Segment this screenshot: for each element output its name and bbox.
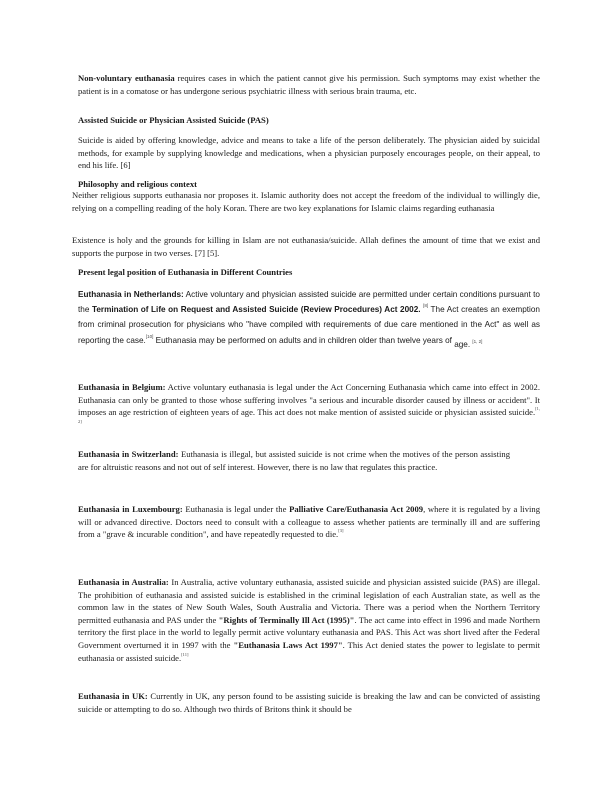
uk-label: Euthanasia in UK: [78, 691, 148, 701]
luxembourg-text-1: Euthanasia is legal under the [182, 504, 290, 514]
australia-text-3: . This Act denied states the power to legislate to permit euthanasia or assisted suicide. [78, 639, 540, 663]
philosophy-paragraph: Neither religious supports euthanasia nor proposes it. Islamic authority does not accept the freedom of the individual to willingly die, relying on a compelling reading of the holy Koran. There are two key explanations for Islamic claims regarding euthanasia [72, 190, 540, 213]
luxembourg-paragraph [78, 503, 540, 541]
non-voluntary-text: requires cases in which the patient cannot give his permission. Such symptoms may exist whether the patient is in a comatose or has undergone serious psychiatric illness with serious brain trauma, etc. [78, 73, 540, 96]
philosophy-heading: Philosophy and religious context [78, 179, 197, 189]
australia-act-1: "Rights of Terminally Ill Act (1995)" [218, 614, 355, 625]
netherlands-paragraph [78, 287, 540, 348]
switzerland-text: Euthanasia is illegal, but assisted suicide is not crime when the motives of the person assisting are for altruistic reasons and not out of self interest. However, there is no law that regulates this practice. [78, 449, 510, 472]
philosophy-paragraph-2: Existence is holy and the grounds for killing in Islam are not euthanasia/suicide. Allah defines the amount of time that we exist and supports the purpose in two verses. [7] [5]. [72, 235, 540, 258]
netherlands-text-1: Active voluntary and physician assisted suicide are permitted under certain conditions pursuant to the [78, 290, 540, 315]
luxembourg-ref: [3] [338, 528, 344, 534]
luxembourg-act: Palliative Care/Euthanasia Act 2009 [289, 504, 424, 514]
non-voluntary-term: Non-voluntary euthanasia [78, 73, 175, 83]
australia-text-2: . The act came into effect in 1996 and made Northern territory the first place in the world to legally permit active voluntary euthanasia and PAS. This Act was short lived after the Federal Government overturned it in 1997 with the [78, 614, 540, 650]
switzerland-label: Euthanasia in Switzerland: [78, 449, 179, 459]
netherlands-ref-1: [8] [423, 303, 429, 309]
luxembourg-label: Euthanasia in Luxembourg: [78, 504, 183, 514]
assisted-suicide-paragraph: Suicide is aided by offering knowledge, advice and means to take a life of the person deliberately. The physician aided by suicidal methods, for example by supplying knowledge and medications, when a physician purposely encourages people, on their appeal, to end his life. [6] [78, 135, 540, 171]
belgium-paragraph [78, 381, 540, 431]
belgium-label: Euthanasia in Belgium: [78, 382, 166, 392]
netherlands-label: Euthanasia in Netherlands: [78, 290, 184, 299]
luxembourg-text-2: , where it is regulated by a living will or advanced directive. Doctors need to consult with a colleague to assess whether patients are terminally ill and are suffering from a "grave & incurable condition", and have repeatedly requested to die. [78, 504, 541, 540]
australia-paragraph [78, 576, 540, 664]
switzerland-paragraph [78, 448, 510, 473]
netherlands-ref-3: [1, 2] [472, 338, 483, 344]
uk-paragraph [78, 690, 540, 715]
netherlands-ref-2: [10] [145, 333, 154, 339]
australia-text-1: In Australia, active voluntary euthanasia, assisted suicide and physician assisted suicide (PAS) are illegal. The prohibition of euthanasia and assisted suicide is established in the criminal legislation of each Australian state, as well as the common law in the states of New South Wales, South Australia and Victoria. There was a period when the Northern Territory permitted euthanasia and PAS under the [78, 577, 540, 625]
netherlands-age-word: age. [454, 339, 471, 349]
non-voluntary-paragraph [78, 72, 540, 97]
belgium-ref: [1, 2] [78, 406, 540, 424]
netherlands-age [454, 340, 482, 349]
netherlands-text-3: Euthanasia may be performed on adults and in children older than twelve years of [153, 335, 455, 345]
netherlands-text-2: The Act creates an exemption from criminal prosecution for physicians who "have compiled with requirements of due care mentioned in the Act" as well as reporting the case. [78, 305, 540, 345]
assisted-suicide-heading: Assisted Suicide or Physician Assisted Suicide (PAS) [78, 115, 269, 125]
australia-label: Euthanasia in Australia: [78, 577, 169, 587]
uk-text: Currently in UK, any person found to be assisting suicide is breaking the law and can be convicted of assisting suicide or attempting to do so. Although two thirds of Britons think it should be [78, 691, 541, 714]
legal-position-heading: Present legal position of Euthanasia in Different Countries [78, 267, 293, 277]
netherlands-act: Termination of Life on Request and Assisted Suicide (Review Procedures) Act 2002. [91, 305, 421, 315]
belgium-text: Active voluntary euthanasia is legal under the Act Concerning Euthanasia which came into effect in 2002. Euthanasia can only be granted to those whose suffering involves "a serious and incurable disorder caused by illness or accident". It imposes an age restriction of eighteen years of age. This act does not make mention of assisted suicide or physician assisted suicide. [78, 382, 540, 418]
australia-act-2: "Euthanasia Laws Act 1997" [233, 639, 343, 650]
australia-ref: [11] [181, 651, 189, 657]
